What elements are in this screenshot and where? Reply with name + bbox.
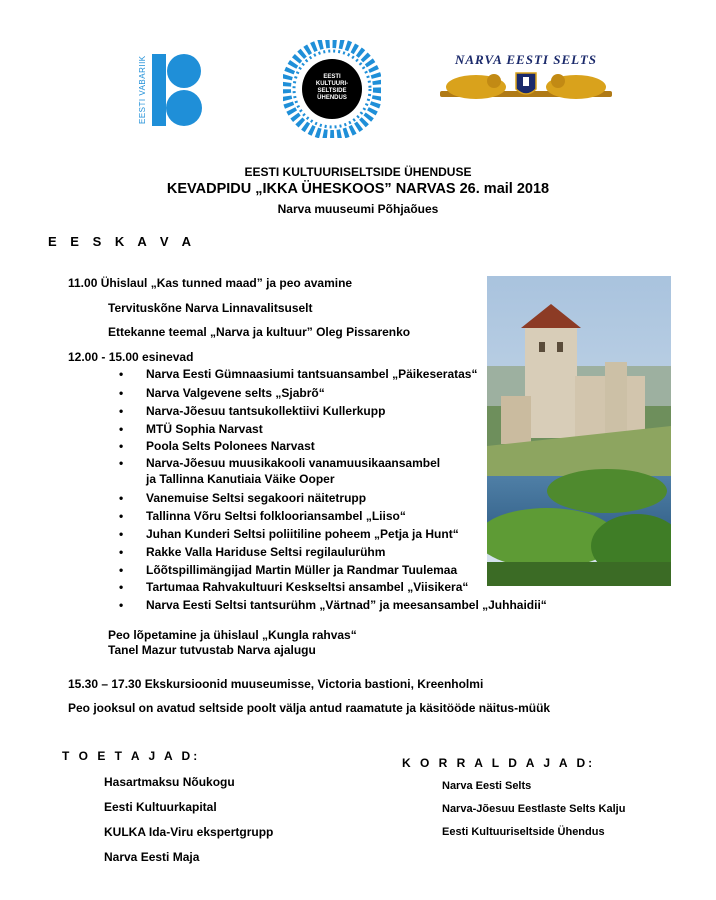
list-item-continuation: ja Tallinna Kanutiaia Väike Ooper [146, 472, 335, 486]
closing-history-talk: Tanel Mazur tutvustab Narva ajalugu [108, 643, 316, 657]
supporter-item: Eesti Kultuurkapital [104, 800, 217, 814]
supporter-item: Narva Eesti Maja [104, 850, 200, 864]
list-item: • Tartumaa Rahvakultuuri Keskseltsi ansambel „Viisikera“ [146, 580, 468, 594]
supporters-title: T O E T A J A D: [62, 749, 201, 763]
header-organization: EESTI KULTUURISELTSIDE ÜHENDUSE [244, 165, 472, 179]
list-item: • Narva-Jõesuu muusikakooli vanamuusikaansambel [146, 456, 440, 470]
logo-center-text: EESTI KULTUURI- SELTSIDE ÜHENDUS [315, 74, 349, 101]
list-item: • Narva Valgevene selts „Sjabrõ“ [146, 386, 325, 400]
supporter-item: KULKA Ida-Viru ekspertgrupp [104, 825, 274, 839]
narva-eesti-selts-logo [436, 52, 616, 108]
opening-greeting: Tervituskõne Narva Linnavalitsuselt [108, 301, 313, 315]
organizer-item: Narva Eesti Selts [442, 780, 532, 792]
opening-talk: Ettekanne teemal „Narva ja kultuur” Oleg Pissarenko [108, 325, 411, 339]
closing-song: Peo lõpetamine ja ühislaul „Kungla rahvas“ [108, 628, 357, 642]
selts-logo-text: NARVA EESTI SELTS [454, 52, 597, 67]
list-item: • Rakke Valla Hariduse Seltsi regilaulurühm [146, 545, 385, 559]
excursions-line: 15.30 – 17.30 Ekskursioonid muuseumisse, Victoria bastioni, Kreenholmi [68, 677, 484, 691]
organizer-item: Eesti Kultuuriseltside Ühendus [442, 826, 605, 838]
list-item: • Narva Eesti Seltsi tantsurühm „Värtnad” ja meesansambel „Juhhaidii“ [146, 598, 547, 612]
organizers-title: K O R R A L D A J A D: [402, 756, 596, 770]
narva-castle-photo [487, 276, 671, 586]
list-item: • Narva Eesti Gümnaasiumi tantsuansambel „Päikeseratas“ [146, 367, 477, 381]
supporter-item: Hasartmaksu Nõukogu [104, 775, 235, 789]
castle-illustration [487, 276, 671, 586]
header-venue: Narva muuseumi Põhjaõues [277, 202, 439, 216]
program-title: E E S K A V A [48, 234, 197, 249]
organizer-item: Narva-Jõesuu Eestlaste Selts Kalju [442, 803, 626, 815]
performers-time: 12.00 - 15.00 esinevad [68, 350, 194, 364]
list-item: • Tallinna Võru Seltsi folklooriansambel „Liiso“ [146, 509, 406, 523]
list-item: • Vanemuise Seltsi segakoori näitetrupp [146, 491, 366, 505]
lions-emblem-graphic [436, 69, 616, 109]
list-item: • Lõõtspillimängijad Martin Müller ja Randmar Tuulemaa [146, 563, 457, 577]
fair-line: Peo jooksul on avatud seltside poolt välja antud raamatute ja käsitööde näitus-müük [68, 701, 551, 715]
list-item: • Poola Selts Polonees Narvast [146, 439, 315, 453]
list-item: • Narva-Jõesuu tantsukollektiivi Kullerkupp [146, 404, 385, 418]
opening-song: 11.00 Ühislaul „Kas tunned maad” ja peo avamine [68, 276, 353, 290]
list-item: • Juhan Kunderi Seltsi poliitiline poheem „Petja ja Hunt“ [146, 527, 459, 541]
eesti-vabariik-100-logo [138, 52, 202, 128]
kultuuriseltside-uhendus-logo [283, 40, 381, 138]
logo-100-graphic [138, 52, 202, 128]
logo-vertical-text: EESTI VABARIIK [138, 55, 147, 125]
list-item: • MTÜ Sophia Narvast [146, 422, 263, 436]
page-title: KEVADPIDU „IKKA ÜHESKOOS” NARVAS 26. mail 2018 [166, 181, 550, 197]
